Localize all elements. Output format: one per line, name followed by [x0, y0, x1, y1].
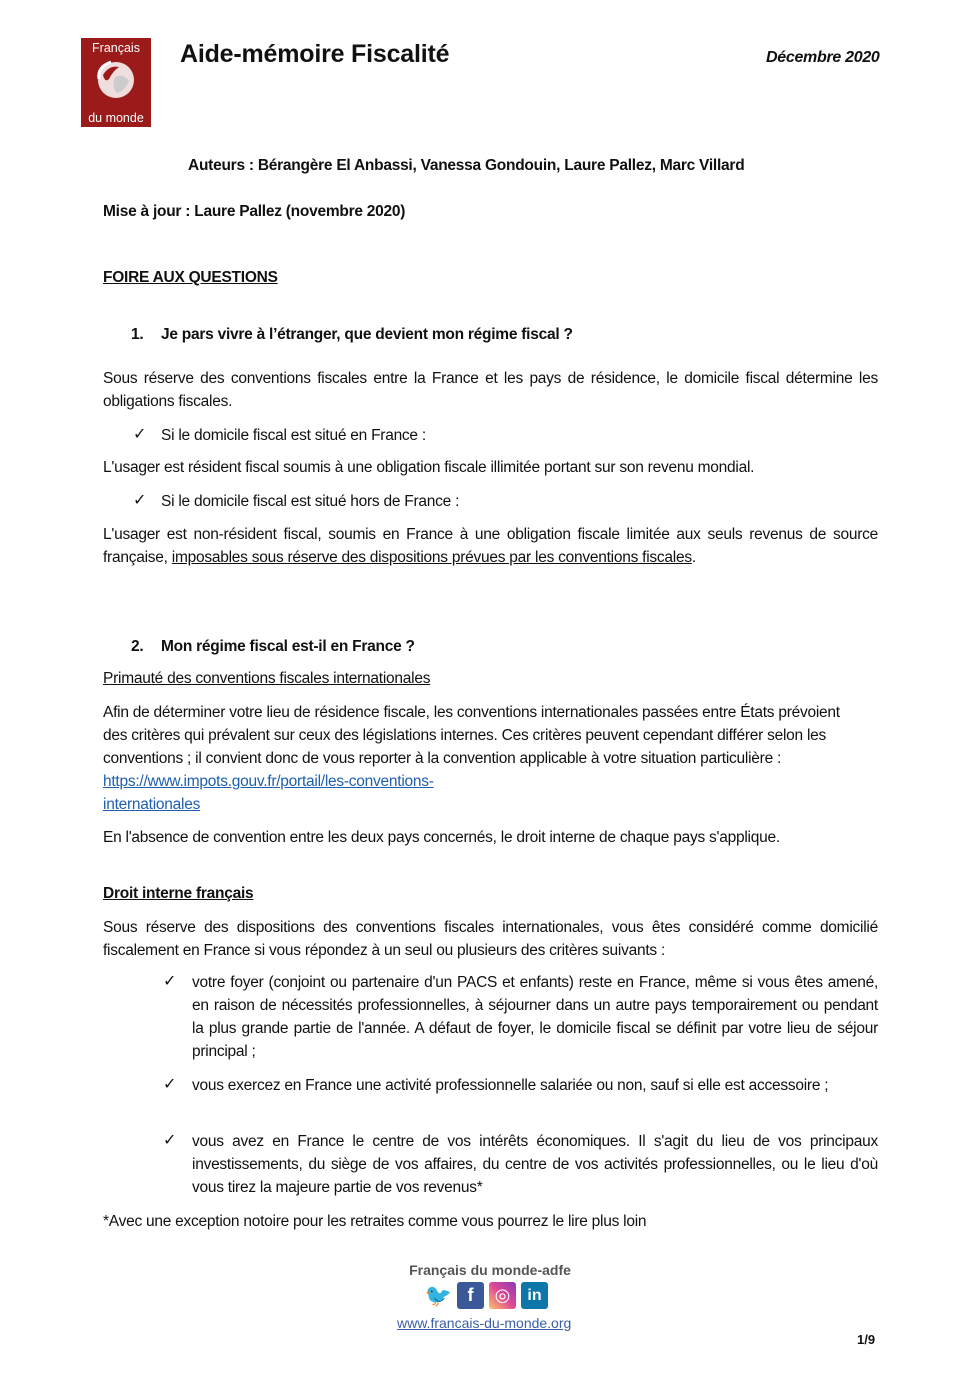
q1-title: Je pars vivre à l’étranger, que devient mon régime fiscal ?: [161, 326, 573, 343]
q1-case2-end: .: [691, 549, 696, 566]
criterion-1: votre foyer (conjoint ou partenaire d'un PACS et enfants) reste en France, même si vous êtes amené, en raison de nécessités professionnelles, à séjourner dans un autre pays temporairement ou pendant la plus grande partie de l'année. A défaut de foyer, le domicile fiscal se définit par votre lieu de séjour principal ;: [192, 974, 878, 1060]
q2-sub1-paragraph: [103, 701, 863, 816]
logo-text-top: Français: [92, 41, 140, 55]
q1-case2-paragraph: [103, 523, 878, 569]
checkmark-icon: ✓: [163, 973, 177, 990]
q2-sub1-title: Primauté des conventions fiscales internationales: [103, 670, 431, 687]
globe-icon: [95, 59, 137, 101]
logo-text-bottom: du monde: [88, 111, 144, 125]
checkmark-icon: ✓: [163, 1132, 177, 1149]
conventions-link[interactable]: [103, 773, 434, 813]
checkmark-icon: ✓: [133, 426, 147, 443]
q1-case1-text: L'usager est résident fiscal soumis à une obligation fiscale illimitée portant sur son revenu mondial.: [103, 459, 755, 476]
q1-intro: Sous réserve des conventions fiscales entre la France et les pays de résidence, le domicile fiscal détermine les obligations fiscales.: [103, 370, 878, 410]
social-links: [425, 1282, 548, 1309]
document-title: Aide-mémoire Fiscalité: [180, 40, 450, 68]
q2-sub2-title: Droit interne français: [103, 885, 254, 902]
linkedin-icon[interactable]: in: [521, 1282, 548, 1309]
criterion-3: vous avez en France le centre de vos intérêts économiques. Il s'agit du lieu de vos principaux investissements, du siège de vos affaires, du centre de vos activités professionnelles, ou le lieu d'où vous tirez la majeure partie de vos revenus*: [192, 1133, 878, 1196]
footnote: *Avec une exception notoire pour les retraites comme vous pourrez le lire plus loin: [103, 1213, 647, 1230]
conventions-link-line2: internationales: [103, 796, 201, 813]
checkmark-icon: ✓: [133, 492, 147, 509]
document-date: Décembre 2020: [766, 49, 880, 66]
checkmark-icon: ✓: [163, 1076, 177, 1093]
q1-case1-label: Si le domicile fiscal est situé en France :: [161, 427, 426, 444]
twitter-icon[interactable]: 🐦: [424, 1282, 453, 1308]
update-line: Mise à jour : Laure Pallez (novembre 2020): [103, 203, 406, 220]
q2-sub2-intro: Sous réserve des dispositions des conventions fiscales internationales, vous êtes considéré comme domicilié fiscalement en France si vous répondez à un seul ou plusieurs des critères suivants :: [103, 919, 878, 959]
authors-line: Auteurs : Bérangère El Anbassi, Vanessa Gondouin, Laure Pallez, Marc Villard: [188, 157, 745, 174]
q2-sub1-text: Afin de déterminer votre lieu de résidence fiscale, les conventions internationales passées entre États prévoient des critères qui prévalent sur ceux des législations internes. Ces critères peuvent cependant différer selon les conventions ; il convient donc de vous reporter à la convention applicable à votre situation particulière :: [103, 704, 840, 767]
website-link[interactable]: www.francais-du-monde.org: [397, 1315, 572, 1331]
section-title: FOIRE AUX QUESTIONS: [103, 269, 278, 286]
q2-title: Mon régime fiscal est-il en France ?: [161, 638, 415, 655]
q1-case2-label: Si le domicile fiscal est situé hors de France :: [161, 493, 460, 510]
footer-org: Français du monde-adfe: [409, 1262, 571, 1278]
q1-case2-underlined: imposables sous réserve des dispositions prévues par les conventions fiscales: [171, 549, 692, 566]
q1-case2-text: L'usager est non-résident fiscal, soumis en France à une obligation fiscale limitée aux seuls revenus de source française,: [103, 526, 878, 566]
conventions-link-line1: https://www.impots.gouv.fr/portail/les-conventions-: [103, 773, 434, 790]
francais-du-monde-logo: [81, 38, 151, 127]
q2-absence-text: En l'absence de convention entre les deux pays concernés, le droit interne de chaque pays s'applique.: [103, 829, 780, 846]
q1-number: 1.: [131, 326, 144, 343]
page-number: 1/9: [857, 1332, 876, 1347]
q2-number: 2.: [131, 638, 144, 655]
instagram-icon[interactable]: ◎: [489, 1282, 516, 1309]
criterion-2: vous exercez en France une activité professionnelle salariée ou non, sauf si elle est accessoire ;: [192, 1077, 829, 1094]
facebook-icon[interactable]: f: [457, 1282, 484, 1309]
